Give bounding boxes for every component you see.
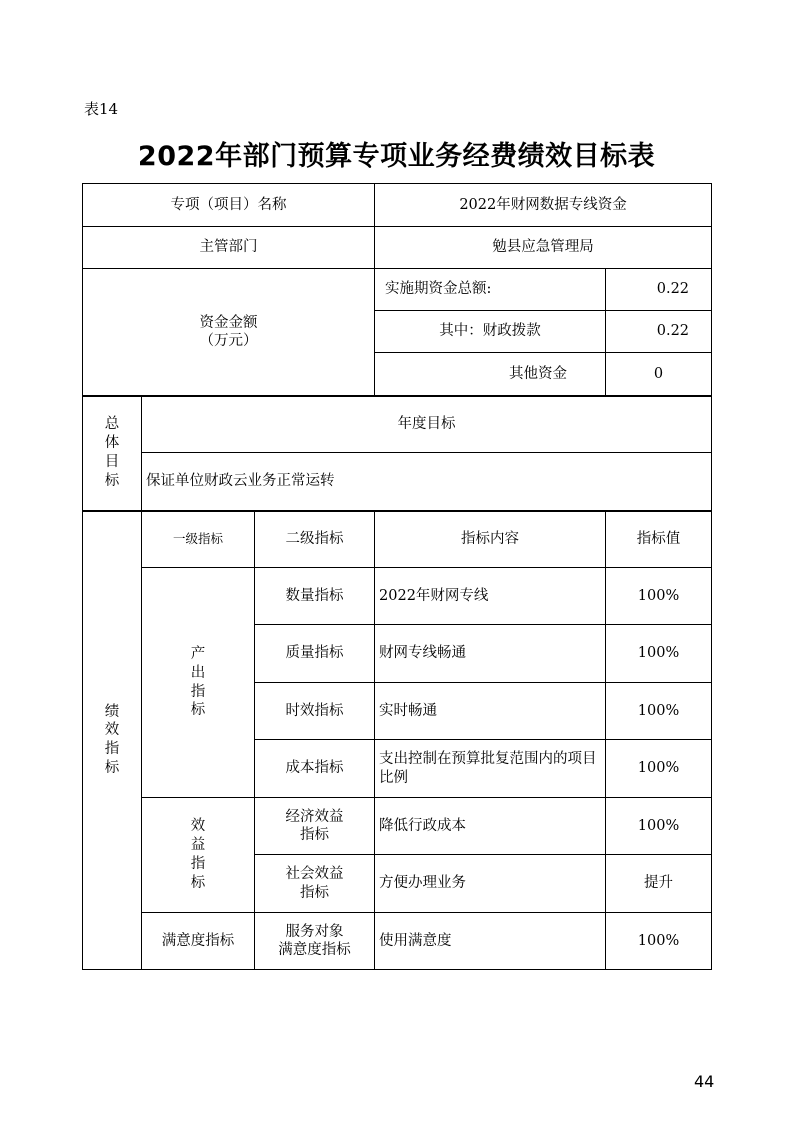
content-quantity: 2022年财网专线 [375, 568, 606, 625]
level2-economic: 经济效益 指标 [255, 798, 375, 855]
annual-goal-content: 保证单位财政云业务正常运转 [142, 453, 712, 511]
overall-goal-content-row [83, 453, 712, 511]
content-quality: 财网专线畅通 [375, 625, 606, 683]
funding-total-row [83, 269, 712, 311]
level2-timeliness: 时效指标 [255, 683, 375, 740]
project-name-label: 专项（项目）名称 [83, 184, 375, 227]
level2-cost: 成本指标 [255, 740, 375, 798]
annual-goal-header: 年度目标 [142, 396, 712, 453]
satisfaction-indicator-label: 满意度指标 [142, 913, 255, 970]
level2-quality: 质量指标 [255, 625, 375, 683]
content-economic: 降低行政成本 [375, 798, 606, 855]
department-value: 勉县应急管理局 [375, 227, 712, 269]
funding-total-value: 0.22 [606, 269, 712, 311]
overall-goal-header-row [83, 396, 712, 453]
column-value: 指标值 [606, 511, 712, 568]
project-name-row [83, 184, 712, 227]
funding-fiscal-value: 0.22 [606, 311, 712, 353]
value-economic: 100% [606, 798, 712, 855]
value-quantity: 100% [606, 568, 712, 625]
department-label: 主管部门 [83, 227, 375, 269]
value-timeliness: 100% [606, 683, 712, 740]
content-satisfaction: 使用满意度 [375, 913, 606, 970]
content-social: 方便办理业务 [375, 855, 606, 913]
value-social: 提升 [606, 855, 712, 913]
column-level1: 一级指标 [142, 511, 255, 568]
overall-goal-side-label: 总 体 目 标 [83, 396, 142, 511]
level2-satisfaction: 服务对象 满意度指标 [255, 913, 375, 970]
table-number: 表14 [84, 100, 119, 118]
funding-label-line1: 资金金额 [199, 314, 258, 331]
value-satisfaction: 100% [606, 913, 712, 970]
performance-side-label: 绩 效 指 标 [83, 511, 142, 970]
funding-other-label: 其他资金 [375, 353, 606, 396]
funding-total-label: 实施期资金总额: [375, 269, 606, 311]
performance-target-table [82, 183, 712, 970]
funding-other-value: 0 [606, 353, 712, 396]
value-cost: 100% [606, 740, 712, 798]
output-indicator-label: 产 出 指 标 [142, 568, 255, 798]
page-title: 2022年部门预算专项业务经费绩效目标表 [137, 141, 656, 172]
value-quality: 100% [606, 625, 712, 683]
content-cost: 支出控制在预算批复范围内的项目比例 [375, 740, 606, 798]
column-level2: 二级指标 [255, 511, 375, 568]
content-timeliness: 实时畅通 [375, 683, 606, 740]
department-row [83, 227, 712, 269]
level2-quantity: 数量指标 [255, 568, 375, 625]
indicator-row-economic [83, 798, 712, 855]
benefit-indicator-label: 效 益 指 标 [142, 798, 255, 913]
indicator-row-quantity [83, 568, 712, 625]
funding-label [83, 269, 375, 396]
funding-fiscal-label: 其中：财政拨款 [375, 311, 606, 353]
indicator-row-satisfaction [83, 913, 712, 970]
funding-label-line2: （万元） [199, 332, 258, 349]
column-content: 指标内容 [375, 511, 606, 568]
page-number: 44 [694, 1072, 715, 1091]
project-name-value: 2022年财网数据专线资金 [375, 184, 712, 227]
indicator-header-row [83, 511, 712, 568]
level2-social: 社会效益 指标 [255, 855, 375, 913]
